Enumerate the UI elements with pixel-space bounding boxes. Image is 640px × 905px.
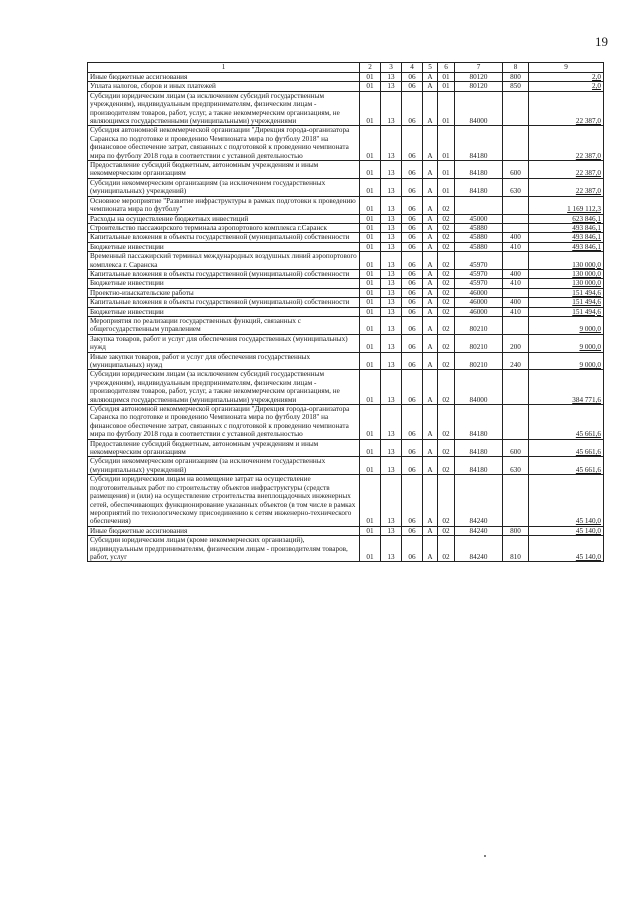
- row-code-program: 06: [402, 370, 423, 405]
- row-code-item: 84240: [455, 526, 503, 535]
- row-code-subsection: 13: [381, 178, 402, 196]
- row-name: Закупка товаров, работ и услуг для обеспечения государственных (муниципальных) нужд: [88, 334, 360, 352]
- table-row: [88, 439, 604, 457]
- table-row: [88, 370, 604, 405]
- row-code-program: 06: [402, 298, 423, 307]
- row-code-item: 45970: [455, 269, 503, 278]
- row-code-section: 01: [360, 269, 381, 278]
- row-code-event: 01: [438, 126, 455, 161]
- row-code-event: 02: [438, 242, 455, 251]
- row-amount: 384 771,6: [529, 370, 604, 405]
- row-amount: 22 387,0: [529, 178, 604, 196]
- row-code-section: 01: [360, 223, 381, 232]
- row-code-letter: А: [423, 91, 438, 126]
- table-row: [88, 307, 604, 316]
- row-code-item: 84180: [455, 161, 503, 179]
- row-name: Расходы на осуществление бюджетных инвестиций: [88, 214, 360, 223]
- row-code-item: 46000: [455, 307, 503, 316]
- row-name: Капитальные вложения в объекты государственной (муниципальной) собственности: [88, 269, 360, 278]
- row-code-subsection: 13: [381, 370, 402, 405]
- row-code-subsection: 13: [381, 126, 402, 161]
- table-row: [88, 233, 604, 242]
- row-name: Предоставление субсидий бюджетным, автономным учреждениям и иным некоммерческим организациям: [88, 439, 360, 457]
- table-row: [88, 73, 604, 82]
- row-code-event: 01: [438, 161, 455, 179]
- row-code-letter: А: [423, 126, 438, 161]
- row-code-type: 400: [503, 269, 529, 278]
- row-code-event: 02: [438, 252, 455, 270]
- row-name: Уплата налогов, сборов и иных платежей: [88, 82, 360, 91]
- row-code-item: 84000: [455, 91, 503, 126]
- table-row: [88, 269, 604, 278]
- row-name: Иные бюджетные ассигнования: [88, 73, 360, 82]
- row-amount: 2,0: [529, 82, 604, 91]
- row-name: Основное мероприятие "Развитие инфраструктуры в рамках подготовки к проведению чемпионата мира по футболу": [88, 196, 360, 214]
- row-name: Иные закупки товаров, работ и услуг для обеспечения государственных (муниципальных) нужд: [88, 352, 360, 370]
- row-name: Временный пассажирский терминал международных воздушных линий аэропортового комплекса г. Саранска: [88, 252, 360, 270]
- table-row: [88, 178, 604, 196]
- row-code-item: 46000: [455, 298, 503, 307]
- row-name: Субсидии некоммерческим организациям (за исключением государственных (муниципальных) учреждений): [88, 457, 360, 475]
- row-name: Мероприятия по реализации государственных функций, связанных с общегосударственным управлением: [88, 316, 360, 334]
- row-code-letter: А: [423, 298, 438, 307]
- row-code-event: 02: [438, 352, 455, 370]
- row-code-section: 01: [360, 352, 381, 370]
- row-code-event: 02: [438, 405, 455, 440]
- column-header: 2: [360, 63, 381, 73]
- row-code-section: 01: [360, 91, 381, 126]
- row-code-item: 84180: [455, 126, 503, 161]
- row-code-program: 06: [402, 352, 423, 370]
- row-code-letter: А: [423, 233, 438, 242]
- row-code-type: [503, 288, 529, 297]
- row-code-type: 810: [503, 536, 529, 562]
- row-code-subsection: 13: [381, 196, 402, 214]
- row-code-item: 84180: [455, 405, 503, 440]
- row-code-item: 84240: [455, 536, 503, 562]
- row-code-subsection: 13: [381, 161, 402, 179]
- row-code-program: 06: [402, 475, 423, 526]
- row-name: Субсидии юридическим лицам (кроме некоммерческих организаций), индивидуальным предпринимателям, физическим лицам - производителям товаров, работ, услуг: [88, 536, 360, 562]
- page-number: 19: [595, 34, 608, 49]
- row-code-subsection: 13: [381, 233, 402, 242]
- table-row: [88, 526, 604, 535]
- row-code-type: [503, 91, 529, 126]
- row-code-letter: А: [423, 242, 438, 251]
- row-code-event: 02: [438, 279, 455, 288]
- row-amount: 45 140,0: [529, 536, 604, 562]
- row-code-item: 84180: [455, 457, 503, 475]
- row-code-section: 01: [360, 334, 381, 352]
- row-name: Субсидии юридическим лицам на возмещение затрат на осуществление подготовительных работ по строительству объектов инфраструктуры (средств размещения) и (или) на осуществление строительства внеплощадочных инженерных сетей, обеспечивающих функционирование указанных объектов (в том числе в рамках мероприятий по технологическому присоединению к сетям инженерно-технического обеспечения): [88, 475, 360, 526]
- row-amount: 9 000,0: [529, 316, 604, 334]
- row-code-section: 01: [360, 242, 381, 251]
- column-header: 4: [402, 63, 423, 73]
- row-code-letter: А: [423, 252, 438, 270]
- table-row: [88, 334, 604, 352]
- row-code-section: 01: [360, 252, 381, 270]
- row-code-event: 02: [438, 269, 455, 278]
- row-code-item: 84240: [455, 475, 503, 526]
- row-code-program: 06: [402, 526, 423, 535]
- row-code-subsection: 13: [381, 405, 402, 440]
- row-code-subsection: 13: [381, 334, 402, 352]
- table-row: [88, 82, 604, 91]
- row-code-letter: А: [423, 405, 438, 440]
- row-code-subsection: 13: [381, 298, 402, 307]
- row-code-event: 02: [438, 439, 455, 457]
- row-code-program: 06: [402, 91, 423, 126]
- row-code-program: 06: [402, 196, 423, 214]
- row-code-program: 06: [402, 73, 423, 82]
- row-code-letter: А: [423, 288, 438, 297]
- row-code-type: [503, 316, 529, 334]
- row-code-program: 06: [402, 457, 423, 475]
- row-code-subsection: 13: [381, 475, 402, 526]
- row-name: Бюджетные инвестиции: [88, 242, 360, 251]
- row-code-letter: А: [423, 370, 438, 405]
- table-row: [88, 536, 604, 562]
- row-code-type: 800: [503, 73, 529, 82]
- row-code-type: [503, 475, 529, 526]
- row-code-event: 02: [438, 536, 455, 562]
- row-code-letter: А: [423, 223, 438, 232]
- row-code-event: 02: [438, 475, 455, 526]
- row-amount: 45 661,6: [529, 405, 604, 440]
- row-code-type: [503, 370, 529, 405]
- row-code-event: 02: [438, 316, 455, 334]
- row-code-event: 02: [438, 334, 455, 352]
- row-code-letter: А: [423, 214, 438, 223]
- row-code-event: 02: [438, 288, 455, 297]
- row-code-program: 06: [402, 288, 423, 297]
- row-code-section: 01: [360, 73, 381, 82]
- row-amount: 130 000,0: [529, 279, 604, 288]
- row-code-event: 02: [438, 196, 455, 214]
- row-code-letter: А: [423, 316, 438, 334]
- table-row: [88, 475, 604, 526]
- row-code-type: [503, 405, 529, 440]
- table-row: [88, 405, 604, 440]
- row-amount: 45 661,6: [529, 439, 604, 457]
- row-code-item: 45000: [455, 214, 503, 223]
- row-code-item: 45880: [455, 233, 503, 242]
- row-code-program: 06: [402, 269, 423, 278]
- row-amount: 623 846,1: [529, 214, 604, 223]
- row-code-program: 06: [402, 316, 423, 334]
- row-code-event: 01: [438, 73, 455, 82]
- row-code-letter: А: [423, 475, 438, 526]
- row-code-letter: А: [423, 307, 438, 316]
- row-code-type: [503, 196, 529, 214]
- row-code-event: 02: [438, 223, 455, 232]
- row-code-subsection: 13: [381, 307, 402, 316]
- row-name: Строительство пассажирского терминала аэропортового комплекса г.Саранск: [88, 223, 360, 232]
- row-code-event: 02: [438, 233, 455, 242]
- row-code-type: 410: [503, 279, 529, 288]
- row-amount: 22 387,0: [529, 91, 604, 126]
- table-row: [88, 298, 604, 307]
- row-code-letter: А: [423, 526, 438, 535]
- column-header: 9: [529, 63, 604, 73]
- table-row: [88, 161, 604, 179]
- row-amount: 45 140,0: [529, 475, 604, 526]
- row-name: Субсидии юридическим лицам (за исключением субсидий государственным учреждениям), индивидуальным предпринимателям, физическим лицам - производителям товаров, работ, услуг, а также некоммерческим организациям, не являющимся государственными (муниципальными) учреждениями: [88, 370, 360, 405]
- row-amount: 493 846,1: [529, 233, 604, 242]
- row-code-section: 01: [360, 370, 381, 405]
- row-code-event: 02: [438, 526, 455, 535]
- row-code-type: 200: [503, 334, 529, 352]
- row-amount: 1 169 112,3: [529, 196, 604, 214]
- row-code-program: 06: [402, 307, 423, 316]
- table-row: [88, 352, 604, 370]
- row-amount: 151 494,6: [529, 298, 604, 307]
- row-code-letter: А: [423, 536, 438, 562]
- row-code-type: 400: [503, 298, 529, 307]
- row-code-section: 01: [360, 526, 381, 535]
- table-row: [88, 457, 604, 475]
- row-code-section: 01: [360, 298, 381, 307]
- row-code-section: 01: [360, 196, 381, 214]
- row-code-item: 80120: [455, 73, 503, 82]
- row-code-event: 01: [438, 178, 455, 196]
- row-code-program: 06: [402, 161, 423, 179]
- table-row: [88, 288, 604, 297]
- row-code-section: 01: [360, 307, 381, 316]
- row-code-letter: А: [423, 279, 438, 288]
- row-code-type: 600: [503, 439, 529, 457]
- row-name: Субсидия автономной некоммерческой организации "Дирекция города-организатора Саранска по подготовке и проведению Чемпионата мира по футболу 2018" на финансовое обеспечение затрат, связанных с подготовкой к проведению чемпионата мира по футболу 2018 года в соответствии с уставной деятельностью: [88, 126, 360, 161]
- row-amount: 22 387,0: [529, 161, 604, 179]
- row-code-subsection: 13: [381, 223, 402, 232]
- row-code-event: 02: [438, 298, 455, 307]
- row-code-program: 06: [402, 439, 423, 457]
- row-code-event: 02: [438, 214, 455, 223]
- row-code-section: 01: [360, 161, 381, 179]
- row-code-letter: А: [423, 82, 438, 91]
- budget-table: [87, 62, 604, 562]
- row-amount: 45 140,0: [529, 526, 604, 535]
- row-name: Проектно-изыскательские работы: [88, 288, 360, 297]
- row-code-section: 01: [360, 178, 381, 196]
- row-code-letter: А: [423, 439, 438, 457]
- row-code-event: 01: [438, 91, 455, 126]
- row-code-item: 80120: [455, 82, 503, 91]
- row-code-type: 800: [503, 526, 529, 535]
- row-code-program: 06: [402, 82, 423, 91]
- row-amount: 151 494,6: [529, 307, 604, 316]
- table-row: [88, 242, 604, 251]
- row-amount: 45 661,6: [529, 457, 604, 475]
- row-code-program: 06: [402, 223, 423, 232]
- row-code-letter: А: [423, 334, 438, 352]
- row-code-section: 01: [360, 126, 381, 161]
- scan-speck: [484, 855, 486, 857]
- row-amount: 22 387,0: [529, 126, 604, 161]
- row-code-program: 06: [402, 233, 423, 242]
- column-header: 8: [503, 63, 529, 73]
- row-code-letter: А: [423, 161, 438, 179]
- row-code-item: 45970: [455, 252, 503, 270]
- row-code-item: 84180: [455, 439, 503, 457]
- table-row: [88, 196, 604, 214]
- row-amount: 9 000,0: [529, 334, 604, 352]
- row-code-letter: А: [423, 457, 438, 475]
- row-code-section: 01: [360, 316, 381, 334]
- row-code-type: [503, 252, 529, 270]
- row-code-item: 45880: [455, 223, 503, 232]
- row-code-item: 45880: [455, 242, 503, 251]
- row-code-section: 01: [360, 439, 381, 457]
- row-code-subsection: 13: [381, 288, 402, 297]
- row-amount: 9 000,0: [529, 352, 604, 370]
- row-code-event: 01: [438, 82, 455, 91]
- row-code-item: 46000: [455, 288, 503, 297]
- row-code-type: 410: [503, 307, 529, 316]
- row-code-type: 630: [503, 178, 529, 196]
- row-code-type: [503, 223, 529, 232]
- row-code-subsection: 13: [381, 252, 402, 270]
- row-amount: 130 000,0: [529, 252, 604, 270]
- row-code-type: 630: [503, 457, 529, 475]
- row-amount: 493 846,1: [529, 242, 604, 251]
- row-amount: 151 494,6: [529, 288, 604, 297]
- column-header: 7: [455, 63, 503, 73]
- row-amount: 130 000,0: [529, 269, 604, 278]
- row-code-letter: А: [423, 178, 438, 196]
- table-row: [88, 252, 604, 270]
- row-name: Предоставление субсидий бюджетным, автономным учреждениям и иным некоммерческим организациям: [88, 161, 360, 179]
- row-code-section: 01: [360, 233, 381, 242]
- row-code-item: 84180: [455, 178, 503, 196]
- row-code-type: 600: [503, 161, 529, 179]
- row-code-subsection: 13: [381, 91, 402, 126]
- row-code-type: 400: [503, 233, 529, 242]
- row-code-section: 01: [360, 457, 381, 475]
- row-code-subsection: 13: [381, 316, 402, 334]
- row-code-letter: А: [423, 73, 438, 82]
- row-code-subsection: 13: [381, 269, 402, 278]
- row-code-letter: А: [423, 196, 438, 214]
- row-code-type: 240: [503, 352, 529, 370]
- row-code-section: 01: [360, 536, 381, 562]
- row-code-type: [503, 214, 529, 223]
- row-code-subsection: 13: [381, 82, 402, 91]
- row-name: Капитальные вложения в объекты государственной (муниципальной) собственности: [88, 298, 360, 307]
- table-row: [88, 316, 604, 334]
- row-name: Бюджетные инвестиции: [88, 307, 360, 316]
- row-code-program: 06: [402, 334, 423, 352]
- row-name: Бюджетные инвестиции: [88, 279, 360, 288]
- row-code-program: 06: [402, 214, 423, 223]
- row-code-subsection: 13: [381, 279, 402, 288]
- row-code-program: 06: [402, 126, 423, 161]
- row-code-program: 06: [402, 178, 423, 196]
- table-row: [88, 223, 604, 232]
- table-row: [88, 214, 604, 223]
- row-code-event: 02: [438, 370, 455, 405]
- row-code-item: 80210: [455, 316, 503, 334]
- row-code-item: 45970: [455, 279, 503, 288]
- row-code-letter: А: [423, 269, 438, 278]
- row-code-section: 01: [360, 405, 381, 440]
- row-code-subsection: 13: [381, 352, 402, 370]
- row-code-subsection: 13: [381, 242, 402, 251]
- row-code-program: 06: [402, 279, 423, 288]
- row-code-item: [455, 196, 503, 214]
- row-code-program: 06: [402, 252, 423, 270]
- column-header: 6: [438, 63, 455, 73]
- row-amount: 493 846,1: [529, 223, 604, 232]
- row-code-subsection: 13: [381, 214, 402, 223]
- row-code-section: 01: [360, 475, 381, 526]
- row-name: Капитальные вложения в объекты государственной (муниципальной) собственности: [88, 233, 360, 242]
- row-code-program: 06: [402, 242, 423, 251]
- row-code-event: 02: [438, 457, 455, 475]
- row-code-program: 06: [402, 405, 423, 440]
- row-code-type: 850: [503, 82, 529, 91]
- row-code-section: 01: [360, 288, 381, 297]
- row-code-section: 01: [360, 82, 381, 91]
- table-header-row: [88, 63, 604, 73]
- row-code-event: 02: [438, 307, 455, 316]
- row-code-letter: А: [423, 352, 438, 370]
- row-code-section: 01: [360, 214, 381, 223]
- table-row: [88, 91, 604, 126]
- row-code-type: [503, 126, 529, 161]
- row-code-type: 410: [503, 242, 529, 251]
- row-code-subsection: 13: [381, 457, 402, 475]
- row-code-item: 84000: [455, 370, 503, 405]
- row-code-subsection: 13: [381, 526, 402, 535]
- row-name: Иные бюджетные ассигнования: [88, 526, 360, 535]
- column-header: 1: [88, 63, 360, 73]
- row-name: Субсидии некоммерческим организациям (за исключением государственных (муниципальных) учреждений): [88, 178, 360, 196]
- row-code-subsection: 13: [381, 536, 402, 562]
- row-code-subsection: 13: [381, 439, 402, 457]
- row-name: Субсидии юридическим лицам (за исключением субсидий государственным учреждениям), индивидуальным предпринимателям, физическим лицам - производителям товаров, работ, услуг, а также некоммерческим организациям, не являющимся государственными (муниципальными) учреждениями: [88, 91, 360, 126]
- row-amount: 2,0: [529, 73, 604, 82]
- table-row: [88, 126, 604, 161]
- row-name: Субсидия автономной некоммерческой организации "Дирекция города-организатора Саранска по подготовке и проведению Чемпионата мира по футболу 2018" на финансовое обеспечение затрат, связанных с подготовкой к проведению чемпионата мира по футболу 2018 года в соответствии с уставной деятельностью: [88, 405, 360, 440]
- column-header: 3: [381, 63, 402, 73]
- row-code-item: 80210: [455, 334, 503, 352]
- row-code-item: 80210: [455, 352, 503, 370]
- table-row: [88, 279, 604, 288]
- row-code-section: 01: [360, 279, 381, 288]
- row-code-program: 06: [402, 536, 423, 562]
- row-code-subsection: 13: [381, 73, 402, 82]
- column-header: 5: [423, 63, 438, 73]
